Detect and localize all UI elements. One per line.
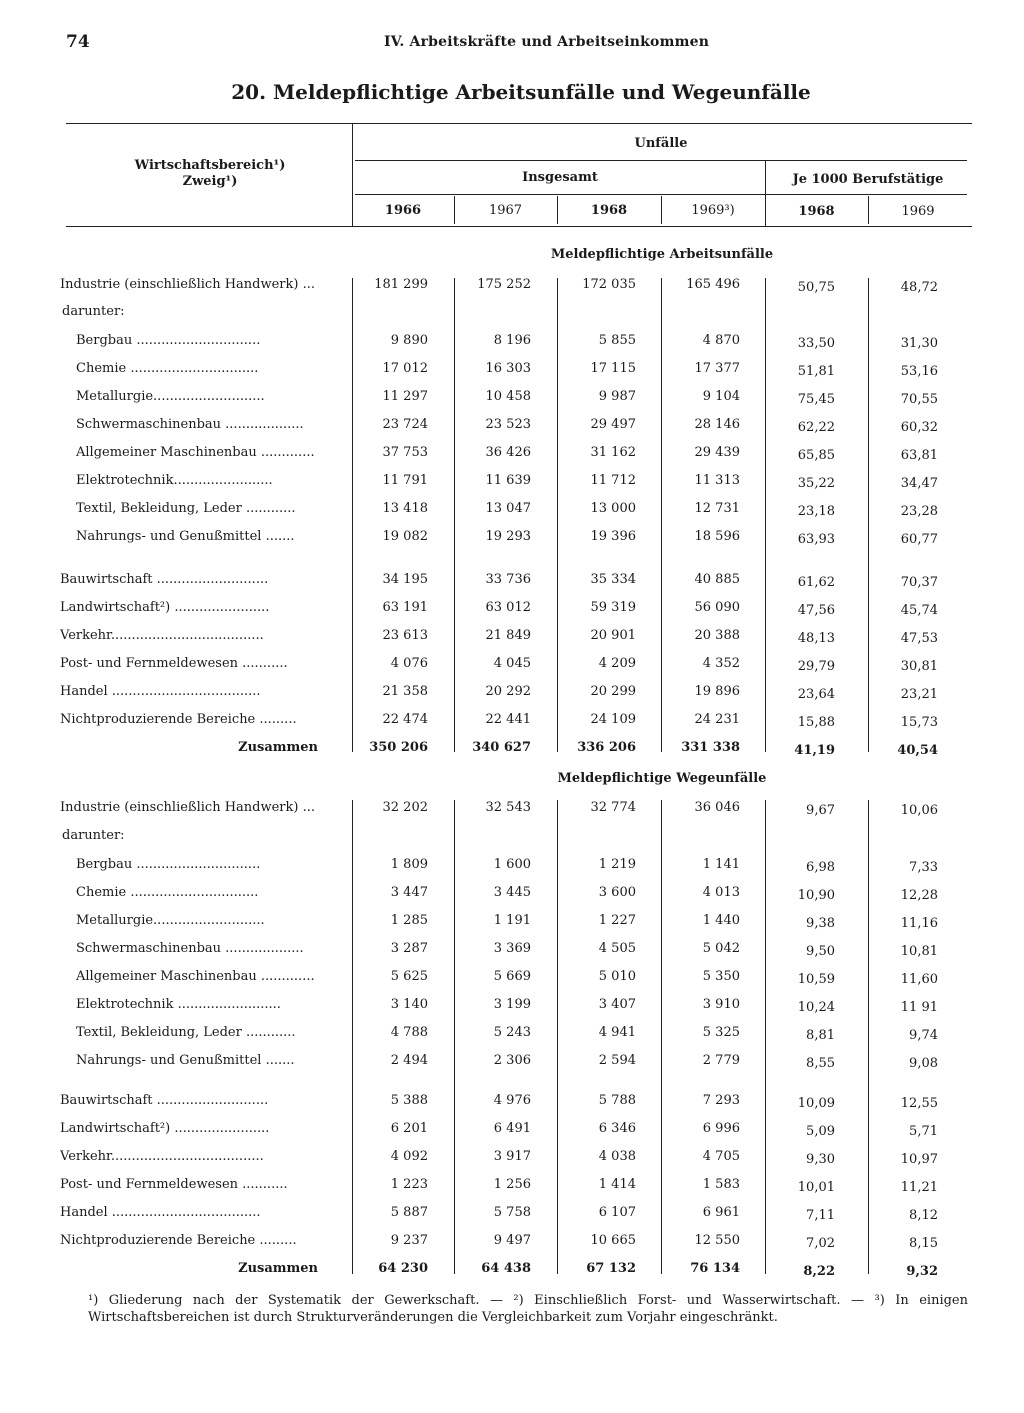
row-label: Verkehr..................................... (60, 628, 264, 643)
table-cell: 1 440 (702, 913, 740, 928)
table-cell: 12,55 (900, 1096, 938, 1111)
table-cell: 3 910 (702, 997, 740, 1012)
table-row (0, 359, 1024, 379)
table-cell: 63,81 (900, 448, 938, 463)
table-cell: 64 438 (481, 1261, 531, 1276)
table-cell: 23 613 (382, 628, 428, 643)
table-row (0, 331, 1024, 351)
table-cell: 75,45 (797, 392, 835, 407)
row-label: Allgemeiner Maschinenbau ............. (76, 969, 315, 984)
table-cell: 20 388 (694, 628, 740, 643)
table-cell: 10,01 (797, 1180, 835, 1195)
table-cell: 5 625 (390, 969, 428, 984)
table-cell: 13 000 (590, 501, 636, 516)
column-header: 1968 (798, 204, 835, 219)
table-row (0, 995, 1024, 1015)
table-cell: 4 505 (598, 941, 636, 956)
table-cell: 10 665 (590, 1233, 636, 1248)
table-cell: 6,98 (806, 860, 835, 875)
table-cell: 56 090 (694, 600, 740, 615)
table-cell: 10,59 (797, 972, 835, 987)
row-label: Post- und Fernmeldewesen ........... (60, 1177, 288, 1192)
table-cell: 10,81 (900, 944, 938, 959)
table-cell: 3 287 (390, 941, 428, 956)
table-row (0, 826, 1024, 846)
table-cell: 51,81 (797, 364, 835, 379)
table-cell: 3 140 (390, 997, 428, 1012)
table-cell: 4 038 (598, 1149, 636, 1164)
table-cell: 9 497 (493, 1233, 531, 1248)
column-header: 1966 (384, 203, 422, 218)
table-cell: 6 107 (598, 1205, 636, 1220)
table-cell: 23,21 (900, 687, 938, 702)
table-cell: 29,79 (797, 659, 835, 674)
table-cell: 23 523 (485, 417, 531, 432)
table-cell: 9 987 (598, 389, 636, 404)
table-row (0, 682, 1024, 702)
subheader-total: Insgesamt (522, 170, 598, 185)
table-row (0, 1175, 1024, 1195)
table-row (0, 626, 1024, 646)
table-cell: 181 299 (374, 277, 428, 292)
table-cell: 16 303 (485, 361, 531, 376)
table-cell: 4 076 (390, 656, 428, 671)
row-label: Nichtproduzierende Bereiche ......... (60, 712, 297, 727)
table-cell: 20 901 (590, 628, 636, 643)
table-cell: 22 474 (382, 712, 428, 727)
table-cell: 31 162 (590, 445, 636, 460)
table-cell: 6 961 (702, 1205, 740, 1220)
table-cell: 19 396 (590, 529, 636, 544)
subheader-rate: Je 1000 Berufstätige (792, 172, 944, 187)
row-label: Metallurgie........................... (76, 913, 265, 928)
row-label: Landwirtschaft²) ....................... (60, 600, 270, 615)
table-cell: 12 731 (694, 501, 740, 516)
row-label: Elektrotechnik........................ (76, 473, 273, 488)
table-row (0, 387, 1024, 407)
table-cell: 2 594 (598, 1053, 636, 1068)
row-label: Handel .................................... (60, 684, 261, 699)
row-label: Metallurgie........................... (76, 389, 265, 404)
table-cell: 34,47 (900, 476, 938, 491)
table-cell: 36 426 (485, 445, 531, 460)
table-cell: 32 543 (485, 800, 531, 815)
table-cell: 4 788 (390, 1025, 428, 1040)
table-cell: 8,55 (806, 1056, 835, 1071)
table-cell: 21 849 (485, 628, 531, 643)
table-cell: 18 596 (694, 529, 740, 544)
row-label: Schwermaschinenbau ................... (76, 417, 304, 432)
row-label: Handel .................................... (60, 1205, 261, 1220)
table-cell: 5 010 (598, 969, 636, 984)
table-cell: 1 600 (493, 857, 531, 872)
table-cell: 1 809 (390, 857, 428, 872)
table-cell: 4 209 (598, 656, 636, 671)
chapter-heading: IV. Arbeitskräfte und Arbeitseinkommen (384, 34, 710, 50)
row-label: Elektrotechnik ......................... (76, 997, 281, 1012)
table-cell: 23,64 (797, 687, 835, 702)
table-cell: 3 369 (493, 941, 531, 956)
page-number: 74 (66, 32, 90, 52)
table-cell: 23,18 (797, 504, 835, 519)
table-cell: 37 753 (382, 445, 428, 460)
table-row (0, 710, 1024, 730)
row-label: Schwermaschinenbau ................... (76, 941, 304, 956)
table-cell: 3 917 (493, 1149, 531, 1164)
table-cell: 7,02 (806, 1236, 835, 1251)
table-cell: 59 319 (590, 600, 636, 615)
table-cell: 65,85 (797, 448, 835, 463)
table-cell: 61,62 (797, 575, 835, 590)
table-cell: 29 497 (590, 417, 636, 432)
row-label: Textil, Bekleidung, Leder ............ (76, 501, 296, 516)
table-cell: 9,32 (906, 1264, 938, 1279)
table-row (0, 570, 1024, 590)
table-cell: 32 202 (382, 800, 428, 815)
table-cell: 48,72 (900, 280, 938, 295)
table-cell: 2 779 (702, 1053, 740, 1068)
table-cell: 15,73 (900, 715, 938, 730)
table-cell: 41,19 (794, 743, 835, 758)
table-cell: 76 134 (690, 1261, 740, 1276)
table-row (0, 1023, 1024, 1043)
group-header: Unfälle (634, 136, 688, 151)
table-cell: 36 046 (694, 800, 740, 815)
table-cell: 11 297 (382, 389, 428, 404)
table-cell: 12 550 (694, 1233, 740, 1248)
table-cell: 3 600 (598, 885, 636, 900)
row-header-line1: Wirtschaftsbereich¹) (134, 158, 286, 173)
row-label: darunter: (62, 304, 125, 319)
table-cell: 33 736 (485, 572, 531, 587)
table-cell: 9,67 (806, 803, 835, 818)
table-row (0, 1203, 1024, 1223)
table-cell: 4 013 (702, 885, 740, 900)
row-label: Allgemeiner Maschinenbau ............. (76, 445, 315, 460)
table-cell: 10 458 (485, 389, 531, 404)
table-cell: 33,50 (797, 336, 835, 351)
table-cell: 2 306 (493, 1053, 531, 1068)
table-row (0, 471, 1024, 491)
header-unfaelle-rule (355, 160, 967, 161)
table-cell: 60,32 (900, 420, 938, 435)
table-cell: 22 441 (485, 712, 531, 727)
table-row (0, 1051, 1024, 1071)
table-row (0, 855, 1024, 875)
table-cell: 24 231 (694, 712, 740, 727)
table-cell: 15,88 (797, 715, 835, 730)
table-cell: 10,97 (900, 1152, 938, 1167)
table-cell: 62,22 (797, 420, 835, 435)
table-cell: 4 092 (390, 1149, 428, 1164)
table-cell: 13 047 (485, 501, 531, 516)
table-cell: 35 334 (590, 572, 636, 587)
table-cell: 34 195 (382, 572, 428, 587)
table-cell: 17 115 (590, 361, 636, 376)
table-cell: 8,81 (806, 1028, 835, 1043)
table-cell: 8,15 (909, 1236, 938, 1251)
table-cell: 9,38 (806, 916, 835, 931)
table-cell: 4 870 (702, 333, 740, 348)
table-cell: 3 199 (493, 997, 531, 1012)
column-header: 1968 (590, 203, 628, 218)
table-row (0, 1147, 1024, 1167)
table-title: 20. Meldepflichtige Arbeitsunfälle und Wegeunfälle (231, 80, 811, 104)
section-title-work-accidents: Meldepflichtige Arbeitsunfälle (550, 247, 774, 262)
table-cell: 172 035 (582, 277, 636, 292)
table-cell: 23 724 (382, 417, 428, 432)
table-cell: 17 377 (694, 361, 740, 376)
table-row (0, 883, 1024, 903)
table-cell: 6 491 (493, 1121, 531, 1136)
table-cell: 13 418 (382, 501, 428, 516)
table-cell: 23,28 (900, 504, 938, 519)
table-cell: 19 082 (382, 529, 428, 544)
row-label: Chemie ............................... (76, 885, 259, 900)
table-cell: 9,74 (909, 1028, 938, 1043)
table-cell: 28 146 (694, 417, 740, 432)
table-cell: 1 256 (493, 1177, 531, 1192)
table-cell: 5 350 (702, 969, 740, 984)
table-cell: 40 885 (694, 572, 740, 587)
table-cell: 5,09 (806, 1124, 835, 1139)
table-cell: 63 012 (485, 600, 531, 615)
table-row (0, 798, 1024, 818)
table-cell: 175 252 (477, 277, 531, 292)
table-cell: 4 045 (493, 656, 531, 671)
table-cell: 9,30 (806, 1152, 835, 1167)
table-cell: 10,09 (797, 1096, 835, 1111)
table-cell: 1 285 (390, 913, 428, 928)
table-cell: 47,56 (797, 603, 835, 618)
table-cell: 336 206 (577, 740, 636, 755)
table-cell: 4 352 (702, 656, 740, 671)
table-cell: 11 91 (900, 1000, 938, 1015)
table-total-row (0, 738, 1024, 758)
table-cell: 8,22 (803, 1264, 835, 1279)
table-cell: 9,50 (806, 944, 835, 959)
table-cell: 70,55 (900, 392, 938, 407)
row-label: Post- und Fernmeldewesen ........... (60, 656, 288, 671)
table-cell: 2 494 (390, 1053, 428, 1068)
table-cell: 29 439 (694, 445, 740, 460)
table-cell: 1 227 (598, 913, 636, 928)
table-cell: 5 788 (598, 1093, 636, 1108)
table-cell: 5 042 (702, 941, 740, 956)
table-cell: 20 299 (590, 684, 636, 699)
table-cell: 331 338 (681, 740, 740, 755)
table-cell: 3 407 (598, 997, 636, 1012)
table-cell: 1 223 (390, 1177, 428, 1192)
table-cell: 70,37 (900, 575, 938, 590)
table-cell: 24 109 (590, 712, 636, 727)
table-cell: 10,24 (797, 1000, 835, 1015)
table-row (0, 1231, 1024, 1251)
row-label: Bauwirtschaft ........................... (60, 1093, 269, 1108)
table-cell: 9 890 (390, 333, 428, 348)
table-cell: 5 388 (390, 1093, 428, 1108)
table-cell: 19 293 (485, 529, 531, 544)
table-cell: 20 292 (485, 684, 531, 699)
table-cell: 5 669 (493, 969, 531, 984)
table-row (0, 415, 1024, 435)
table-cell: 60,77 (900, 532, 938, 547)
row-label: Nahrungs- und Genußmittel ....... (76, 1053, 295, 1068)
table-row (0, 654, 1024, 674)
row-label: Chemie ............................... (76, 361, 259, 376)
table-cell: 47,53 (900, 631, 938, 646)
header-top-rule (66, 123, 972, 124)
table-row (0, 302, 1024, 322)
table-cell: 45,74 (900, 603, 938, 618)
table-cell: 6 996 (702, 1121, 740, 1136)
table-cell: 63 191 (382, 600, 428, 615)
column-header: 1969³) (691, 203, 735, 218)
table-cell: 5 243 (493, 1025, 531, 1040)
table-cell: 7 293 (702, 1093, 740, 1108)
row-label: Nichtproduzierende Bereiche ......... (60, 1233, 297, 1248)
row-label: Landwirtschaft²) ....................... (60, 1121, 270, 1136)
table-cell: 350 206 (369, 740, 428, 755)
table-row (0, 911, 1024, 931)
table-cell: 48,13 (797, 631, 835, 646)
column-header: 1967 (488, 203, 523, 218)
section-title-commute-accidents: Meldepflichtige Wegeunfälle (557, 771, 767, 786)
table-cell: 12,28 (900, 888, 938, 903)
table-cell: 340 627 (472, 740, 531, 755)
table-cell: 17 012 (382, 361, 428, 376)
row-header-line2: Zweig¹) (182, 174, 238, 189)
table-cell: 3 447 (390, 885, 428, 900)
row-label: Textil, Bekleidung, Leder ............ (76, 1025, 296, 1040)
row-label: Verkehr..................................... (60, 1149, 264, 1164)
row-label: Industrie (einschließlich Handwerk) ... (60, 800, 316, 815)
header-bottom-rule (66, 226, 972, 227)
table-cell: 9 104 (702, 389, 740, 404)
table-cell: 6 346 (598, 1121, 636, 1136)
table-row (0, 275, 1024, 295)
row-label: Industrie (einschließlich Handwerk) ... (60, 277, 316, 292)
table-cell: 4 941 (598, 1025, 636, 1040)
table-cell: 30,81 (900, 659, 938, 674)
row-label: Bauwirtschaft ........................... (60, 572, 269, 587)
footnote: ¹) Gliederung nach der Systematik der Gewerkschaft. — ²) Einschließlich Forst- und Wasserwirtschaft. — ³) In einigen Wirtschaftsbereichen ist durch Strukturveränderungen die Vergleichbarkeit zum Vorjahr eingeschränkt. (88, 1293, 968, 1325)
table-cell: 32 774 (590, 800, 636, 815)
table-cell: 7,33 (909, 860, 938, 875)
table-cell: 11,16 (900, 916, 938, 931)
table-cell: 1 583 (702, 1177, 740, 1192)
table-cell: 8,12 (909, 1208, 938, 1223)
table-cell: 19 896 (694, 684, 740, 699)
table-cell: 31,30 (900, 336, 938, 351)
table-cell: 8 196 (493, 333, 531, 348)
row-label: Bergbau .............................. (76, 857, 261, 872)
row-label: Zusammen (238, 1261, 318, 1276)
table-row (0, 527, 1024, 547)
row-label: Nahrungs- und Genußmittel ....... (76, 529, 295, 544)
table-cell: 165 496 (686, 277, 740, 292)
table-cell: 53,16 (900, 364, 938, 379)
table-cell: 1 414 (598, 1177, 636, 1192)
table-cell: 1 219 (598, 857, 636, 872)
table-row (0, 598, 1024, 618)
table-row (0, 443, 1024, 463)
table-total-row (0, 1259, 1024, 1279)
table-cell: 40,54 (897, 743, 938, 758)
table-cell: 63,93 (797, 532, 835, 547)
table-cell: 5 855 (598, 333, 636, 348)
table-cell: 1 141 (702, 857, 740, 872)
table-cell: 5 758 (493, 1205, 531, 1220)
table-cell: 21 358 (382, 684, 428, 699)
row-label: Bergbau .............................. (76, 333, 261, 348)
table-cell: 11,60 (900, 972, 938, 987)
table-cell: 6 201 (390, 1121, 428, 1136)
table-cell: 5,71 (909, 1124, 938, 1139)
column-header: 1969 (901, 204, 935, 219)
table-cell: 10,06 (900, 803, 938, 818)
row-label: darunter: (62, 828, 125, 843)
table-cell: 1 191 (493, 913, 531, 928)
table-cell: 64 230 (378, 1261, 428, 1276)
table-row (0, 967, 1024, 987)
table-cell: 10,90 (797, 888, 835, 903)
table-row (0, 1091, 1024, 1111)
table-cell: 11 313 (694, 473, 740, 488)
table-row (0, 499, 1024, 519)
table-row (0, 1119, 1024, 1139)
table-cell: 5 325 (702, 1025, 740, 1040)
table-cell: 11 639 (485, 473, 531, 488)
table-cell: 3 445 (493, 885, 531, 900)
table-cell: 5 887 (390, 1205, 428, 1220)
table-cell: 9 237 (390, 1233, 428, 1248)
row-label: Zusammen (238, 740, 318, 755)
table-cell: 11,21 (900, 1180, 938, 1195)
table-cell: 35,22 (797, 476, 835, 491)
table-cell: 11 712 (590, 473, 636, 488)
table-cell: 9,08 (909, 1056, 938, 1071)
table-cell: 4 976 (493, 1093, 531, 1108)
table-row (0, 939, 1024, 959)
header-sub-rule (355, 194, 967, 195)
table-cell: 11 791 (382, 473, 428, 488)
table-cell: 7,11 (806, 1208, 835, 1223)
table-cell: 50,75 (797, 280, 835, 295)
table-cell: 4 705 (702, 1149, 740, 1164)
table-cell: 67 132 (586, 1261, 636, 1276)
